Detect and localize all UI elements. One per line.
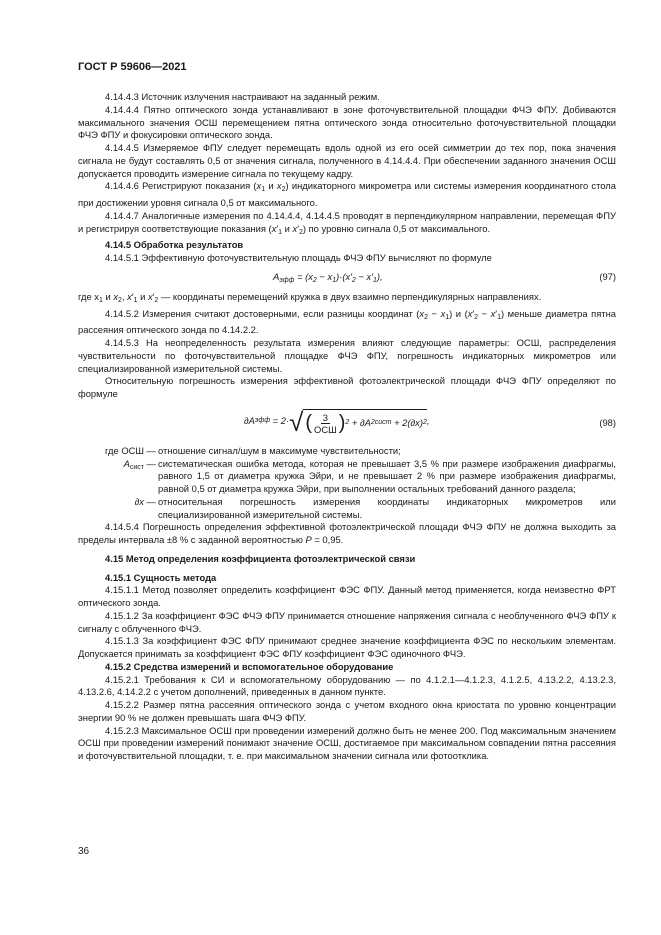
paragraph: 4.15.1.3 За коэффициент ФЭС ФПУ принимают среднее значение коэффициента ФЭС по нескольким элементам. Допускается принимать за коэффициент ФЭС ФПУ коэффициент ФЭС одиночного ФЧЭ. bbox=[78, 635, 616, 659]
document-header: ГОСТ Р 59606—2021 bbox=[78, 61, 187, 73]
definition-term: $A_{сист}$ bbox=[123, 457, 144, 471]
paragraph: 4.14.4.4 Пятно оптического зонда устанавливают в зоне фоточувствительной площадки ФЧЭ ФПУ. Добиваются максимального значения ОСШ перемещением пятна оптического зонда относительно фоточувствительной площадки ФЧЭ ФПУ и фокусировки оптического зонда. bbox=[78, 103, 616, 141]
paragraph: 4.15.2.2 Размер пятна рассеяния оптического зонда с учетом входного окна криостата по уровню концентрации энергии 90 % не должен превышать шага ФЧЭ ФПУ. bbox=[78, 699, 616, 723]
paragraph: 4.14.4.5 Измеряемое ФПУ следует перемещать вдоль одной из его осей симметрии до тех пор, пока значения сигнала не будут составлять 0,5 от значения сигнала, полученного в 4.14.4.4. При обеспечении заданного значения ОСШ допускается проводить измерение сигнала по текущему кадру. bbox=[78, 142, 616, 179]
paragraph: 4.14.5.2 Измерения считают достоверными, если разницы координат $(x_2 - x_1)$ и $(x'_2 - x'_1)$ меньше диаметра пятна рассеяния оптического зонда по 4.14.2.2. bbox=[78, 307, 616, 336]
definition-item: где ОСШ — отношение сигнал/шум в максимуме чувствительности; bbox=[78, 445, 616, 458]
paragraph: 4.15.1.2 За коэффициент ФЭС ФЧЭ ФПУ принимается отношение напряжения сигнала с необлученного ФЧЭ ФПУ к сигналу с облученного ФЧЭ. bbox=[78, 609, 616, 634]
paragraph: 4.15.2.1 Требования к СИ и вспомогательному оборудованию — по 4.1.2.1—4.1.2.3, 4.1.2.5, 4.13.2.2, 4.13.2.3, 4.13.2.6, 4.14.2.2 с учетом дополнений, приведенных в данном пункте. bbox=[78, 673, 616, 698]
formula-97 bbox=[78, 265, 616, 291]
formula-expression: $A_{эфф} = (x_2 - x_1)\cdot(x'_2 - x'_1)$, bbox=[273, 270, 383, 284]
formula-number: (98) bbox=[599, 416, 616, 428]
paragraph: где $x_1$ и $x_2$, $x'_1$ и $x'_2$ — координаты перемещений кружка в двух взаимно перпендикулярных направлениях. bbox=[78, 290, 542, 304]
section-heading: 4.15 Метод определения коэффициента фотоэлектрической связи bbox=[105, 552, 416, 564]
paragraph: 4.15.2.3 Максимальное ОСШ при проведении измерений должно быть не менее 200. Под максимальным значением ОСШ при проведении измерений понимают значение ОСШ, достигаемое при максимальном совпадении пятна рассеяния и фоточувствительной площадки, т. е. при максимальном значении сигнала или фотоотклика. bbox=[78, 724, 616, 761]
definition-list bbox=[78, 445, 616, 522]
paragraph: 4.14.4.6 Регистрируют показания ($x_1$ и $x_2$) индикаторного микрометра или системы измерения координатного стола при достижении уровня сигнала 0,5 от максимального. bbox=[78, 180, 616, 208]
section-heading: 4.15.2 Средства измерений и вспомогательное оборудование bbox=[105, 660, 394, 672]
paragraph: 4.14.4.3 Источник излучения настраивают на заданный режим. bbox=[105, 91, 380, 102]
paragraph: 4.14.4.7 Аналогичные измерения по 4.14.4.4, 4.14.4.5 проводят в перпендикулярном направлении, перемещая ФПУ и регистрируя соответствующие показания ($x'_1$ и $x'_2$) по уровню сигнала 0,5 от максимального. bbox=[78, 209, 616, 236]
page-number: 36 bbox=[78, 846, 90, 857]
paragraph: 4.14.5.1 Эффективную фоточувствительную площадь ФЧЭ ФПУ вычисляют по формуле bbox=[105, 252, 492, 263]
section-heading: 4.15.1 Сущность метода bbox=[105, 571, 217, 583]
definition-item: $A_{сист}$ — систематическая ошибка метода, которая не превышает 3,5 % при размере изображения диафрагмы, равного 1,5 от диаметра кружка Эйри, и не превышает 2 % при размере изображения диафрагмы, равной 0,5 от диаметра кружка Эйри, при выполнении остальных требований данного раздела; bbox=[78, 458, 616, 496]
definition-text: систематическая ошибка метода, которая не превышает 3,5 % при размере изображения диафрагмы, равного 1,5 от диаметра кружка Эйри, и не превышает 2 % при размере изображения диафрагмы, равной 0,5 от диаметра кружка Эйри, при выполнении остальных требований данного раздела; bbox=[158, 457, 616, 494]
formula-expression: ∂ A эфф = 2· √ ( $\frac{3}{\text{ОСШ}}$ ) 2 + ∂ A 2 сист + 2(∂ x ) 2 , bbox=[244, 406, 430, 437]
paragraph: 4.15.1.1 Метод позволяет определить коэффициент ФЭС ФПУ. Данный метод применяется, когда неизвестно ФРТ оптического зонда. bbox=[78, 584, 616, 608]
paragraph: Относительную погрешность измерения эффективной фотоэлектрической площади ФЧЭ ФПУ определяют по формуле bbox=[78, 375, 616, 399]
formula-98 bbox=[78, 401, 616, 445]
page-body bbox=[78, 91, 616, 763]
definition-item: ∂x — относительная погрешность измерения координаты индикаторных микрометров или специализированной измерительной системы. bbox=[78, 496, 616, 522]
definition-term: где ОСШ bbox=[105, 444, 144, 456]
paragraph: 4.14.5.3 На неопределенность результата измерения влияют следующие параметры: ОСШ, распределения чувствительности по фоточувствительной площадке ФЧЭ ФПУ, погрешность индикаторных микрометров или специализированной измерительной системы. bbox=[78, 337, 616, 374]
section-heading: 4.14.5 Обработка результатов bbox=[105, 239, 244, 251]
definition-term: ∂x bbox=[134, 495, 144, 507]
formula-number: (97) bbox=[599, 270, 616, 282]
definition-text: отношение сигнал/шум в максимуме чувствительности; bbox=[158, 444, 401, 456]
definition-text: относительная погрешность измерения координаты индикаторных микрометров или специализированной измерительной системы. bbox=[158, 495, 616, 520]
paragraph: 4.14.5.4 Погрешность определения эффективной фотоэлектрической площади ФЧЭ ФПУ не должна выходить за пределы интервала ±8 % с заданной вероятностью P = 0,95. bbox=[78, 521, 616, 545]
